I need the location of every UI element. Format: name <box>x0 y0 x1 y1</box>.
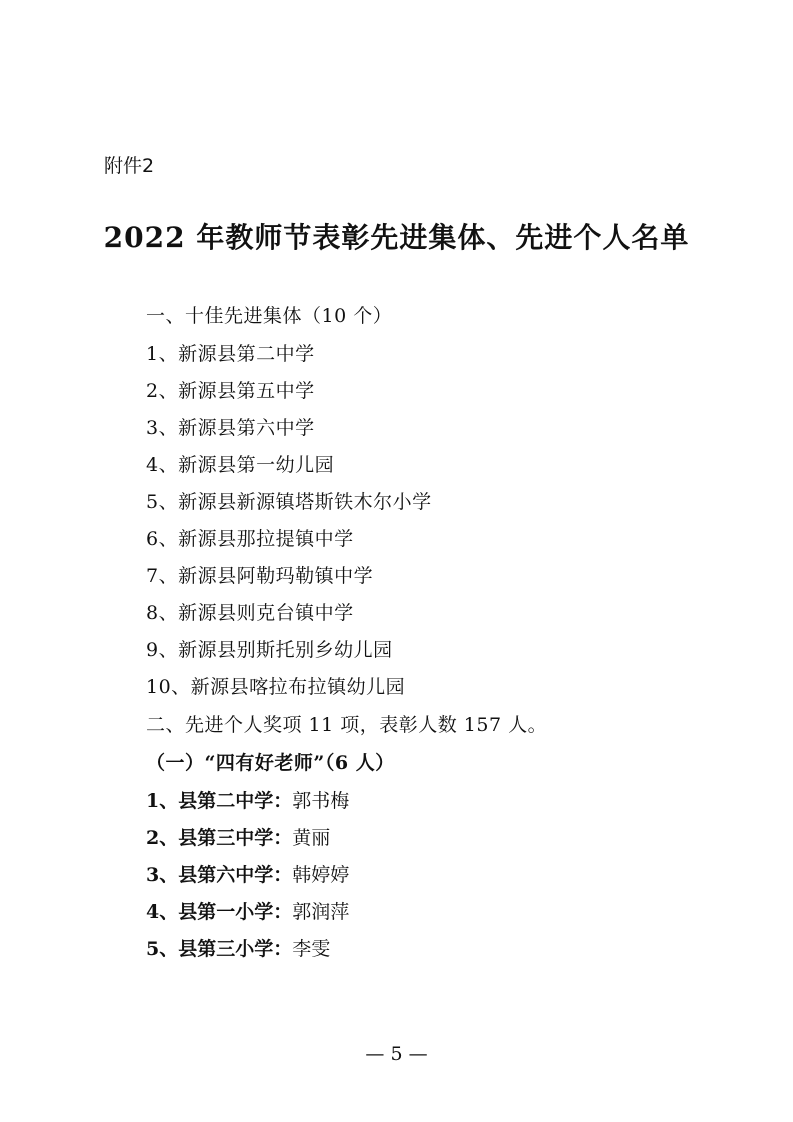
award-person: 郭书梅 <box>292 790 350 812</box>
collective-item: 7、新源县阿勒玛勒镇中学 <box>146 565 374 587</box>
award-person: 李雯 <box>292 938 331 960</box>
collective-item: 4、新源县第一幼儿园 <box>146 454 335 476</box>
award-unit: 5、县第三小学： <box>146 938 293 960</box>
section1-heading: 一、十佳先进集体（10 个） <box>146 305 393 327</box>
award-unit: 3、县第六中学： <box>146 864 293 886</box>
award-item <box>146 823 330 850</box>
document-title: 2022 年教师节表彰先进集体、先进个人名单 <box>103 221 690 254</box>
award-unit: 4、县第一小学： <box>146 901 293 923</box>
collective-item: 9、新源县别斯托别乡幼儿园 <box>146 639 393 661</box>
page-number: — 5 — <box>365 1043 428 1065</box>
award-item <box>146 860 349 887</box>
collective-item: 10、新源县喀拉布拉镇幼儿园 <box>146 676 406 698</box>
award-item <box>146 786 349 813</box>
award-unit: 2、县第三中学： <box>146 827 293 849</box>
award-person: 韩婷婷 <box>292 864 350 886</box>
attachment-label: 附件2 <box>104 155 155 177</box>
collective-item: 3、新源县第六中学 <box>146 417 315 439</box>
collective-item: 1、新源县第二中学 <box>146 343 315 365</box>
subsection-heading: （一）“四有好老师”（6 人） <box>146 752 395 774</box>
award-item <box>146 934 330 961</box>
award-item <box>146 897 349 924</box>
award-person: 黄丽 <box>292 827 331 849</box>
collective-item: 6、新源县那拉提镇中学 <box>146 528 354 550</box>
collective-item: 5、新源县新源镇塔斯铁木尔小学 <box>146 491 432 513</box>
section2-heading: 二、先进个人奖项 11 项，表彰人数 157 人。 <box>146 714 548 736</box>
award-person: 郭润萍 <box>292 901 350 923</box>
collective-item: 2、新源县第五中学 <box>146 380 315 402</box>
collective-item: 8、新源县则克台镇中学 <box>146 602 354 624</box>
award-unit: 1、县第二中学： <box>146 790 293 812</box>
